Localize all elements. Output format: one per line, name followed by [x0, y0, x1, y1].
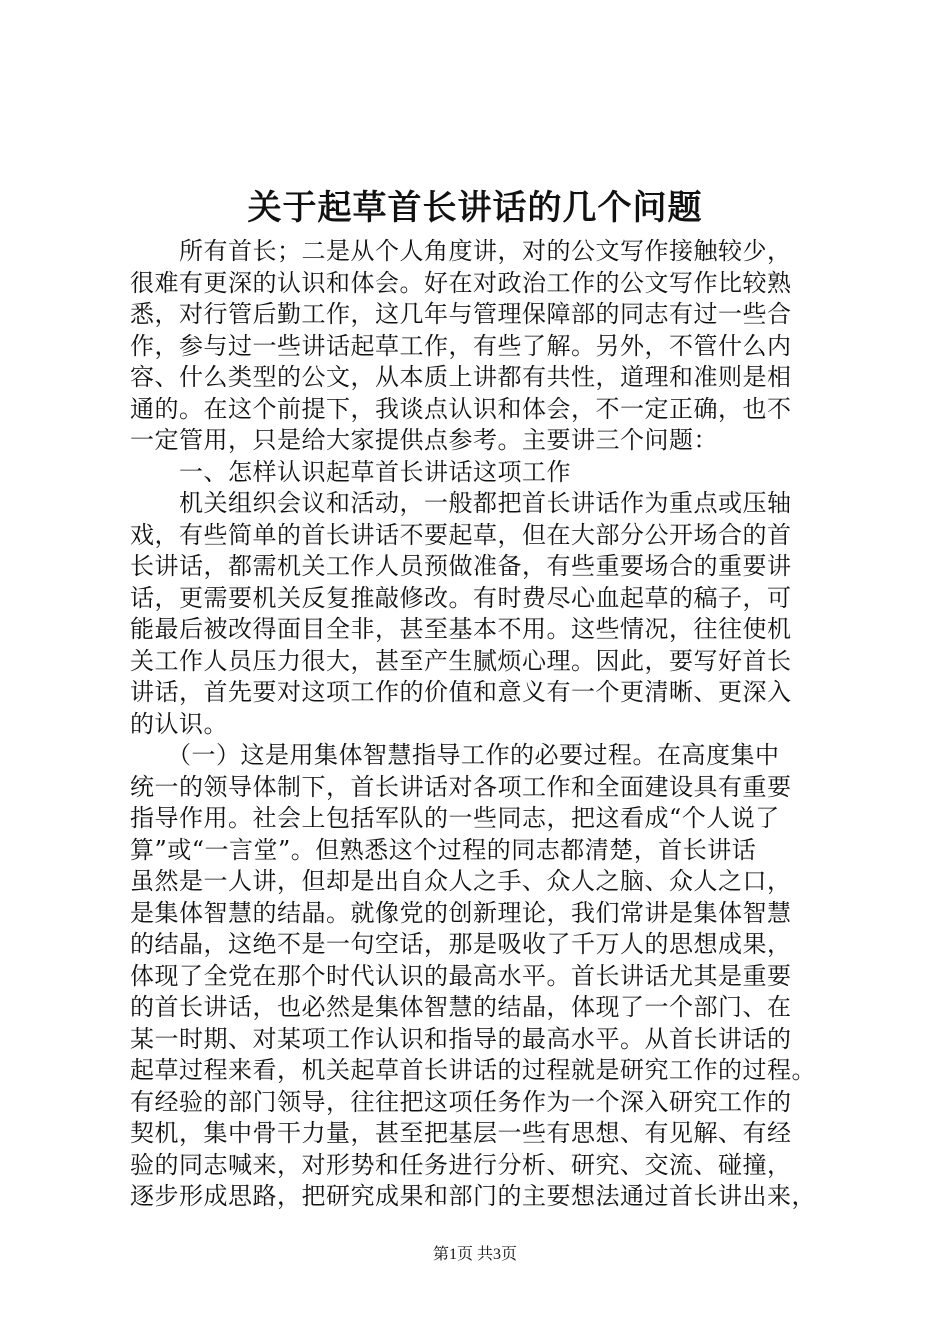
body-line: 很难有更深的认识和体会。好在对政治工作的公文写作比较熟 [130, 268, 792, 297]
body-line: 的认识。 [130, 709, 228, 738]
body-line: 的首长讲话，也必然是集体智慧的结晶，体现了一个部门、在 [130, 993, 792, 1021]
body-line: （一）这是用集体智慧指导工作的必要过程。在高度集中 [130, 741, 780, 769]
body-line: 虽然是一人讲，但却是出自众人之手、众人之脑、众人之口， [130, 867, 792, 895]
body-line: 一定管用，只是给大家提供点参考。主要讲三个问题： [130, 426, 718, 454]
body-line: 统一的领导体制下，首长讲话对各项工作和全面建设具有重要 [130, 772, 792, 801]
body-line: 是集体智慧的结晶。就像党的创新理论，我们常讲是集体智慧 [130, 898, 792, 927]
document-body [130, 236, 850, 1213]
body-line: 通的。在这个前提下，我谈点认识和体会，不一定正确，也不 [130, 394, 792, 423]
body-line: 讲话，首先要对这项工作的价值和意义有一个更清晰、更深入 [130, 678, 792, 706]
body-line: 起草过程来看，机关起草首长讲话的过程就是研究工作的过程。 [130, 1056, 816, 1084]
body-line: 关工作人员压力很大，甚至产生腻烦心理。因此，要写好首长 [130, 646, 792, 675]
body-line: 作，参与过一些讲话起草工作，有些了解。另外，不管什么内 [130, 331, 792, 360]
body-line: 所有首长；二是从个人角度讲，对的公文写作接触较少， [130, 237, 792, 265]
body-line: 有经验的部门领导，往往把这项任务作为一个深入研究工作的 [130, 1087, 792, 1116]
body-line: 的结晶，这绝不是一句空话，那是吸收了千万人的思想成果， [130, 930, 792, 958]
body-line: 算”或“一言堂”。但熟悉这个过程的同志都清楚，首长讲话 [130, 835, 757, 864]
body-line: 验的同志喊来，对形势和任务进行分析、研究、交流、碰撞， [130, 1150, 792, 1179]
body-line: 话，更需要机关反复推敲修改。有时费尽心血起草的稿子，可 [130, 583, 792, 612]
page-footer: 第1页 共3页 [432, 1246, 517, 1263]
body-line: 长讲话，都需机关工作人员预做准备，有些重要场合的重要讲 [130, 552, 792, 580]
body-line: 机关组织会议和活动，一般都把首长讲话作为重点或压轴 [130, 489, 792, 517]
body-line: 容、什么类型的公文，从本质上讲都有共性，道理和准则是相 [130, 363, 792, 391]
body-line: 悉，对行管后勤工作，这几年与管理保障部的同志有过一些合 [130, 300, 792, 328]
body-line: 指导作用。社会上包括军队的一些同志，把这看成“个人说了 [130, 804, 780, 832]
body-line: 契机，集中骨干力量，甚至把基层一些有思想、有见解、有经 [130, 1119, 792, 1147]
body-line: 戏，有些简单的首长讲话不要起草，但在大部分公开场合的首 [130, 520, 792, 549]
body-line: 某一时期、对某项工作认识和指导的最高水平。从首长讲话的 [130, 1024, 792, 1053]
body-line: 体现了全党在那个时代认识的最高水平。首长讲话尤其是重要 [130, 961, 792, 990]
body-line: 能最后被改得面目全非，甚至基本不用。这些情况，往往使机 [130, 615, 792, 643]
document-title: 关于起草首长讲话的几个问题 [247, 188, 703, 228]
body-line: 一、怎样认识起草首长讲话这项工作 [130, 457, 571, 486]
body-line: 逐步形成思路，把研究成果和部门的主要想法通过首长讲出来， [130, 1182, 816, 1210]
